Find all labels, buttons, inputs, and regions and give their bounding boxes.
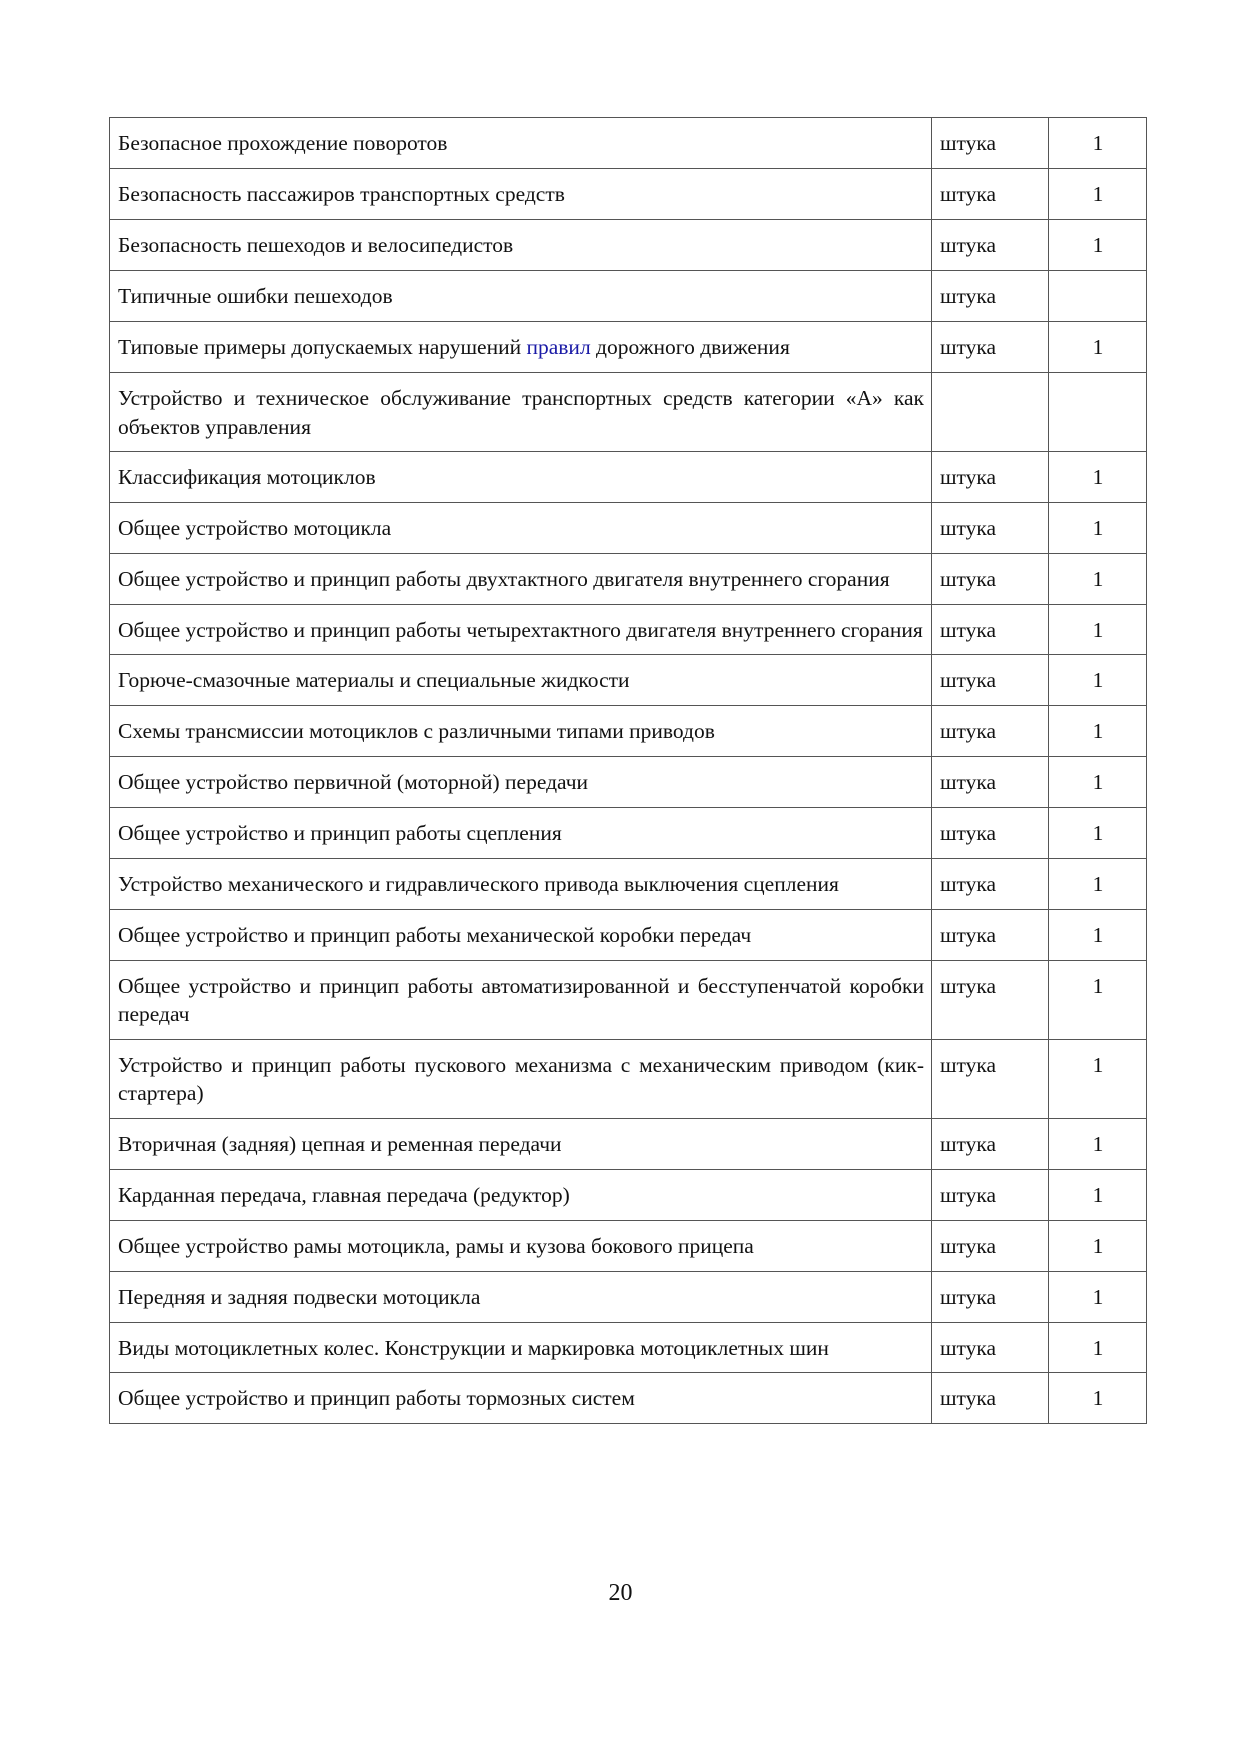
item-name-cell: Виды мотоциклетных колес. Конструкции и маркировка мотоциклетных шин <box>110 1322 932 1373</box>
table-row <box>110 960 1147 1039</box>
table-row <box>110 604 1147 655</box>
quantity-cell: 1 <box>1049 655 1147 706</box>
item-name-cell: Безопасное прохождение поворотов <box>110 118 932 169</box>
unit-cell: штука <box>932 1039 1049 1118</box>
table-row <box>110 1373 1147 1424</box>
unit-cell: штука <box>932 452 1049 503</box>
item-name-cell: Общее устройство и принцип работы сцепления <box>110 808 932 859</box>
item-name-cell: Устройство механического и гидравлического привода выключения сцепления <box>110 859 932 910</box>
quantity-cell: 1 <box>1049 1039 1147 1118</box>
item-name-cell: Общее устройство и принцип работы тормозных систем <box>110 1373 932 1424</box>
unit-cell: штука <box>932 655 1049 706</box>
quantity-cell: 1 <box>1049 1271 1147 1322</box>
unit-cell: штука <box>932 960 1049 1039</box>
item-name-cell: Общее устройство и принцип работы механической коробки передач <box>110 909 932 960</box>
quantity-cell: 1 <box>1049 1169 1147 1220</box>
unit-cell: штука <box>932 169 1049 220</box>
quantity-cell: 1 <box>1049 1373 1147 1424</box>
table-row <box>110 503 1147 554</box>
quantity-cell: 1 <box>1049 960 1147 1039</box>
table-row <box>110 1039 1147 1118</box>
item-name-cell: Общее устройство рамы мотоцикла, рамы и кузова бокового прицепа <box>110 1220 932 1271</box>
unit-cell: штука <box>932 271 1049 322</box>
item-name-cell: Безопасность пассажиров транспортных средств <box>110 169 932 220</box>
table-row <box>110 554 1147 605</box>
quantity-cell: 1 <box>1049 1322 1147 1373</box>
unit-cell: штука <box>932 757 1049 808</box>
item-name-cell <box>110 322 932 373</box>
unit-cell: штука <box>932 909 1049 960</box>
item-name-cell: Классификация мотоциклов <box>110 452 932 503</box>
item-name-cell: Горюче-смазочные материалы и специальные жидкости <box>110 655 932 706</box>
item-name-cell: Карданная передача, главная передача (редуктор) <box>110 1169 932 1220</box>
unit-cell: штука <box>932 1220 1049 1271</box>
table-row <box>110 1322 1147 1373</box>
table-row <box>110 1220 1147 1271</box>
table-row <box>110 757 1147 808</box>
table-row <box>110 118 1147 169</box>
item-name-text-before: Типовые примеры допускаемых нарушений <box>118 335 527 359</box>
table-row <box>110 1271 1147 1322</box>
quantity-cell: 1 <box>1049 604 1147 655</box>
table-row <box>110 452 1147 503</box>
item-name-cell: Общее устройство мотоцикла <box>110 503 932 554</box>
quantity-cell: 1 <box>1049 452 1147 503</box>
unit-cell: штука <box>932 118 1049 169</box>
item-name-cell: Передняя и задняя подвески мотоцикла <box>110 1271 932 1322</box>
table-row <box>110 706 1147 757</box>
quantity-cell: 1 <box>1049 322 1147 373</box>
unit-cell: штука <box>932 1118 1049 1169</box>
item-name-cell: Общее устройство первичной (моторной) передачи <box>110 757 932 808</box>
table-row <box>110 909 1147 960</box>
unit-cell: штука <box>932 220 1049 271</box>
quantity-cell <box>1049 373 1147 452</box>
table-row <box>110 322 1147 373</box>
unit-cell: штука <box>932 859 1049 910</box>
quantity-cell: 1 <box>1049 554 1147 605</box>
table-row <box>110 1118 1147 1169</box>
unit-cell: штука <box>932 322 1049 373</box>
table-row <box>110 169 1147 220</box>
quantity-cell: 1 <box>1049 220 1147 271</box>
item-name-cell: Типичные ошибки пешеходов <box>110 271 932 322</box>
item-name-cell: Устройство и принцип работы пускового механизма с механическим приводом (кик-стартера) <box>110 1039 932 1118</box>
page-number: 20 <box>608 1580 633 1606</box>
item-name-cell: Схемы трансмиссии мотоциклов с различными типами приводов <box>110 706 932 757</box>
table-row <box>110 220 1147 271</box>
item-name-cell: Устройство и техническое обслуживание транспортных средств категории «А» как объектов управления <box>110 373 932 452</box>
item-name-text-after: дорожного движения <box>590 335 790 359</box>
unit-cell <box>932 373 1049 452</box>
table-row <box>110 271 1147 322</box>
item-name-cell: Вторичная (задняя) цепная и ременная передачи <box>110 1118 932 1169</box>
quantity-cell: 1 <box>1049 757 1147 808</box>
unit-cell: штука <box>932 1169 1049 1220</box>
table-row <box>110 655 1147 706</box>
unit-cell: штука <box>932 1373 1049 1424</box>
quantity-cell: 1 <box>1049 169 1147 220</box>
quantity-cell: 1 <box>1049 859 1147 910</box>
table-row <box>110 859 1147 910</box>
unit-cell: штука <box>932 503 1049 554</box>
quantity-cell: 1 <box>1049 1220 1147 1271</box>
quantity-cell: 1 <box>1049 706 1147 757</box>
equipment-table-body <box>110 118 1147 1424</box>
unit-cell: штука <box>932 554 1049 605</box>
quantity-cell: 1 <box>1049 1118 1147 1169</box>
item-name-cell: Общее устройство и принцип работы четырехтактного двигателя внутреннего сгорания <box>110 604 932 655</box>
unit-cell: штука <box>932 706 1049 757</box>
item-name-cell: Безопасность пешеходов и велосипедистов <box>110 220 932 271</box>
table-row <box>110 1169 1147 1220</box>
item-name-cell: Общее устройство и принцип работы двухтактного двигателя внутреннего сгорания <box>110 554 932 605</box>
equipment-table <box>109 117 1147 1424</box>
quantity-cell: 1 <box>1049 808 1147 859</box>
quantity-cell: 1 <box>1049 503 1147 554</box>
rules-link[interactable]: правил <box>526 335 591 359</box>
quantity-cell: 1 <box>1049 118 1147 169</box>
unit-cell: штука <box>932 604 1049 655</box>
table-row <box>110 373 1147 452</box>
unit-cell: штука <box>932 1271 1049 1322</box>
quantity-cell <box>1049 271 1147 322</box>
quantity-cell: 1 <box>1049 909 1147 960</box>
unit-cell: штука <box>932 808 1049 859</box>
item-name-cell: Общее устройство и принцип работы автоматизированной и бесступенчатой коробки передач <box>110 960 932 1039</box>
unit-cell: штука <box>932 1322 1049 1373</box>
table-row <box>110 808 1147 859</box>
